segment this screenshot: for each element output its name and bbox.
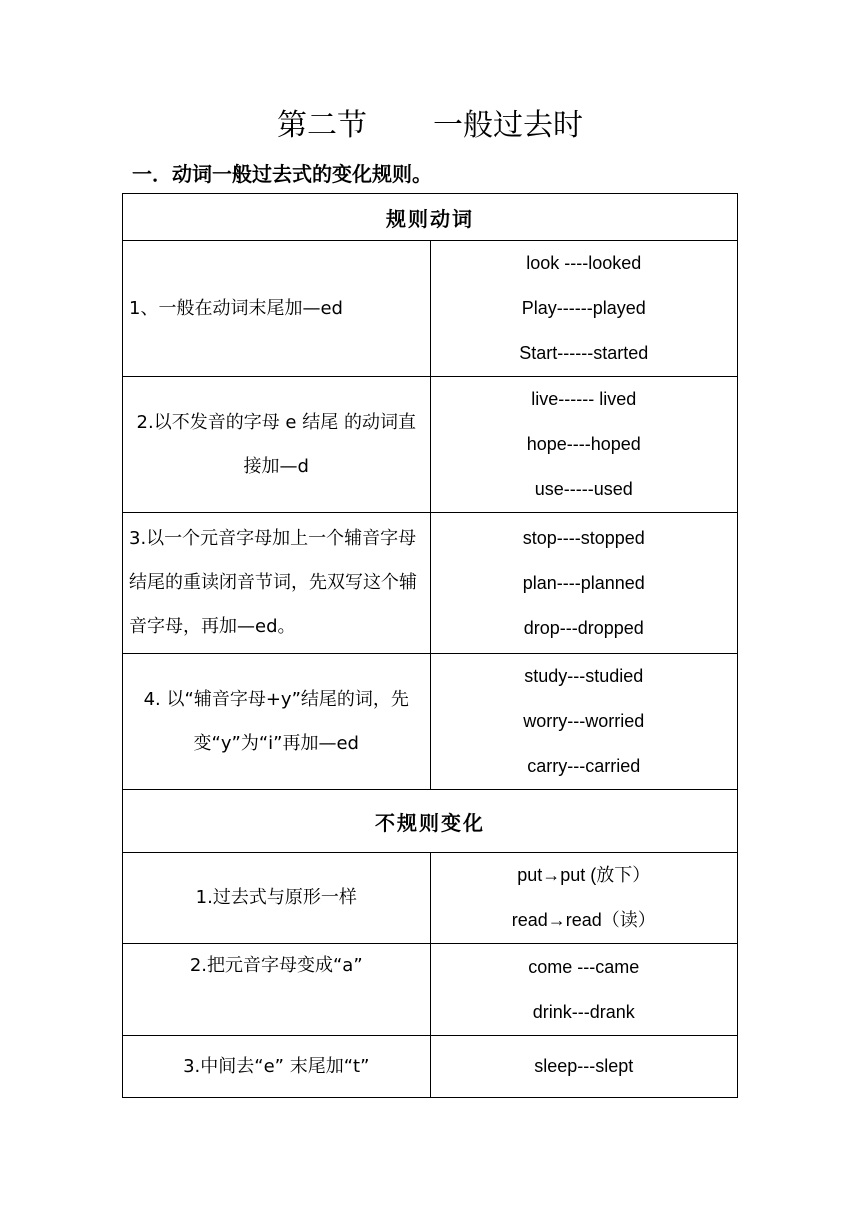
example-item: stop----stopped [522, 527, 645, 548]
rule-cell: 2.把元音字母变成“a” [123, 944, 431, 1036]
rule-cell: 3.以一个元音字母加上一个辅音字母结尾的重读闭音节词，先双写这个辅音字母，再加—ed。 [123, 513, 431, 654]
table-row [123, 853, 738, 944]
example-item: worry---worried [523, 711, 645, 731]
table-row [123, 654, 738, 790]
example-item: live------ lived [531, 389, 637, 409]
rule-cell: 3.中间去“e” 末尾加“t” [123, 1036, 431, 1098]
section-heading: 一．动词一般过去式的变化规则。 [132, 162, 432, 186]
examples-cell [430, 853, 738, 944]
irregular-verbs-header: 不规则变化 [123, 790, 738, 853]
rule-cell: 1、一般在动词末尾加—ed [123, 241, 431, 377]
example-item: plan----planned [522, 572, 645, 593]
table-row [123, 194, 738, 241]
table-row [123, 790, 738, 853]
example-item: put→put (放下） [517, 865, 651, 885]
examples-cell [430, 377, 738, 513]
page-title [0, 106, 860, 146]
example-item: Play------played [521, 298, 646, 318]
title-topic: 一般过去时 [433, 108, 583, 143]
example-item: carry---carried [527, 756, 641, 776]
example-item: use-----used [534, 479, 633, 499]
example-item: hope----hoped [526, 434, 641, 454]
example-item: study---studied [524, 666, 644, 686]
example-item: drop---dropped [523, 617, 644, 638]
table-row [123, 241, 738, 377]
rules-table [122, 193, 738, 1098]
example-item: drink---drank [532, 1001, 635, 1022]
example-item: sleep---slept [534, 1056, 634, 1076]
examples-cell [430, 241, 738, 377]
rule-cell: 4. 以“辅音字母+y”结尾的词，先变“y”为“i”再加—ed [123, 654, 431, 790]
examples-cell [430, 513, 738, 654]
table-row [123, 377, 738, 513]
regular-verbs-header: 规则动词 [123, 194, 738, 241]
title-section: 第二节 [277, 108, 367, 143]
table-row [123, 944, 738, 1036]
example-item: read→read（读） [511, 910, 656, 930]
rule-cell: 1.过去式与原形一样 [123, 853, 431, 944]
table-row [123, 513, 738, 654]
examples-cell [430, 944, 738, 1036]
table-row [123, 1036, 738, 1098]
example-item: Start------started [519, 343, 649, 363]
example-item: look ----looked [526, 253, 642, 273]
examples-cell [430, 1036, 738, 1098]
rule-cell: 2.以不发音的字母 e 结尾 的动词直接加—d [123, 377, 431, 513]
example-item: come ---came [528, 956, 640, 977]
examples-cell [430, 654, 738, 790]
